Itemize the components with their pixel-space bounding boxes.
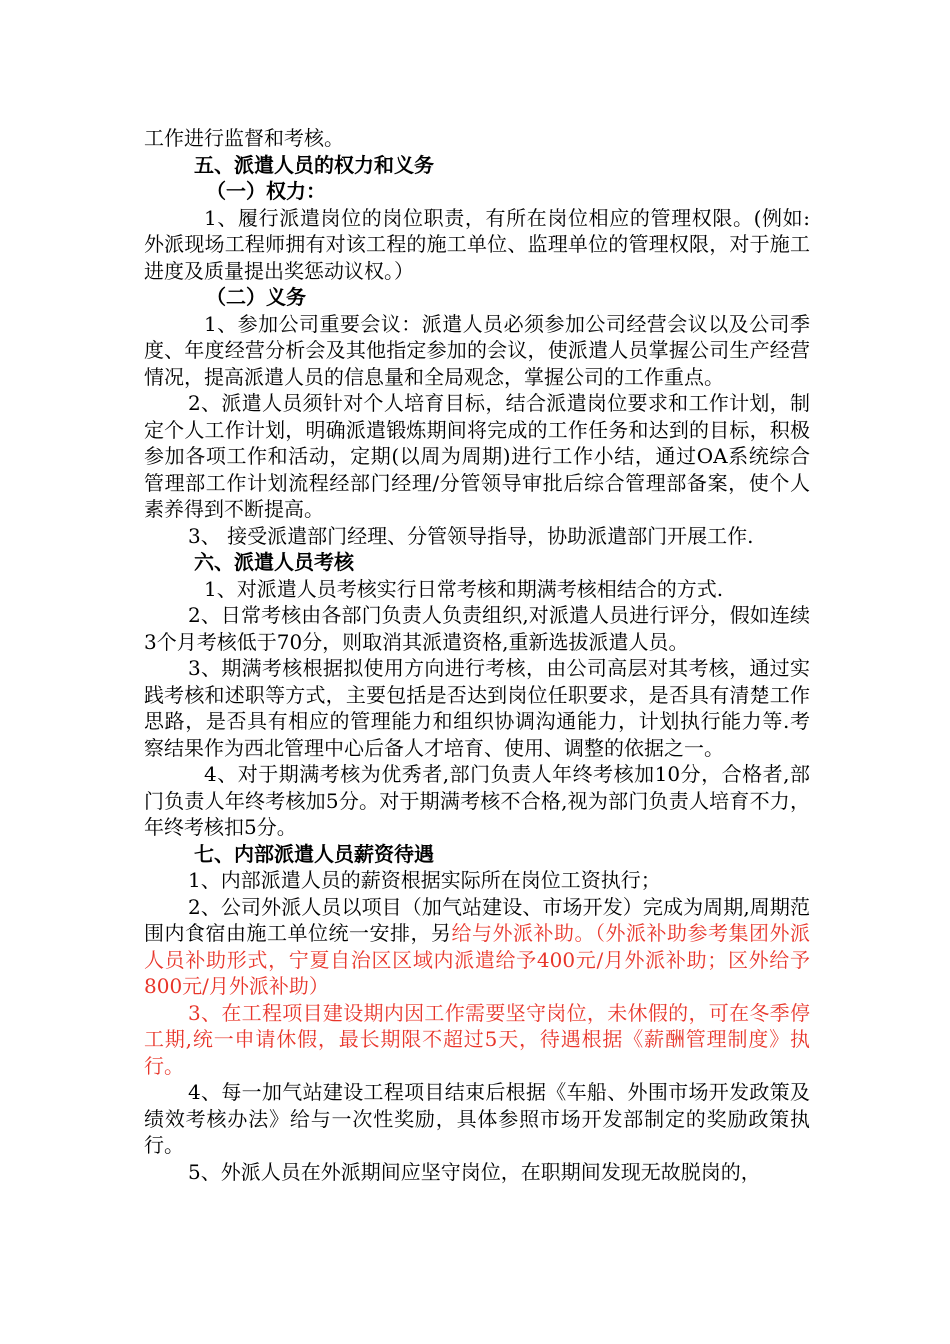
paragraph: 5、外派人员在外派期间应坚守岗位，在职期间发现无故脱岗的， — [188, 1159, 761, 1184]
subsection-heading-rights: （一）权力： — [206, 179, 326, 203]
section-heading-6: 六、派遣人员考核 — [194, 550, 354, 574]
paragraph: 3、 接受派遣部门经理、分管领导指导，协助派遣部门开展工作. — [188, 523, 754, 548]
paragraph: 3、期满考核根据拟使用方向进行考核，由公司高层对其考核，通过实践考核和述职等方式，主要包括是否达到岗位任职要求，是否具有清楚工作思路，是否具有相应的管理能力和组织协调沟通能力，计划执行能力等.考察结果作为西北管理中心后备人才培育、使用、调整的依据之一。 — [144, 656, 810, 760]
section-heading-7: 七、内部派遣人员薪资待遇 — [194, 841, 434, 866]
paragraph: 1、履行派遣岗位的岗位职责，有所在岗位相应的管理权限。(例如:外派现场工程师拥有对该工程的施工单位、监理单位的管理权限，对于施工进度及质量提出奖惩动议权。） — [144, 205, 810, 283]
paragraph: 2、派遣人员须针对个人培育目标，结合派遣岗位要求和工作计划，制定个人工作计划，明确派遣锻炼期间将完成的工作任务和达到的目标，积极参加各项工作和活动，定期(以周为周期)进行工作小结，通过OA系统综合管理部工作计划流程经部门经理/分管领导审批后综合管理部备案，使个人素养得到不断提高。 — [144, 391, 810, 521]
paragraph: 4、对于期满考核为优秀者,部门负责人年终考核加10分，合格者,部门负责人年终考核加5分。对于期满考核不合格,视为部门负责人培育不力，年终考核扣5分。 — [144, 762, 810, 839]
document-body — [144, 125, 810, 1185]
paragraph: 4、每一加气站建设工程项目结束后根据《车船、外围市场开发政策及绩效考核办法》给与一次性奖励，具体参照市场开发部制定的奖励政策执行。 — [144, 1080, 810, 1157]
paragraph — [144, 894, 810, 1000]
subsection-heading-duties: （二）义务 — [206, 285, 306, 309]
highlighted-text: 给与外派补助。（外派补助参考集团外派人员补助形式，宁夏自治区区域内派遣给予400元/月外派补助；区外给予800元/月外派补助） — [144, 921, 810, 998]
paragraph: 工作进行监督和考核。 — [144, 126, 344, 150]
paragraph: 2、日常考核由各部门负责人负责组织,对派遣人员进行评分，假如连续3个月考核低于70分，则取消其派遣资格,重新选拔派遣人员。 — [144, 603, 810, 654]
highlighted-paragraph: 3、在工程项目建设期内因工作需要坚守岗位，未休假的，可在冬季停工期,统一申请休假，最长期限不超过5天，待遇根据《薪酬管理制度》执行。 — [144, 1000, 810, 1078]
paragraph: 1、内部派遣人员的薪资根据实际所在岗位工资执行； — [188, 868, 661, 892]
paragraph-text: 2、公司外派人员以项目（加气站建设、市场开发）完成为周期,周期范围内食宿由施工单位统一安排，另 — [144, 894, 810, 945]
paragraph: 1、参加公司重要会议：派遣人员必须参加公司经营会议以及公司季度、年度经营分析会及其他指定参加的会议，使派遣人员掌握公司生产经营情况，提高派遣人员的信息量和全局观念，掌握公司的工作重点。 — [144, 311, 810, 389]
section-heading-5: 五、派遣人员的权力和义务 — [194, 152, 434, 177]
paragraph: 1、对派遣人员考核实行日常考核和期满考核相结合的方式. — [204, 576, 724, 601]
